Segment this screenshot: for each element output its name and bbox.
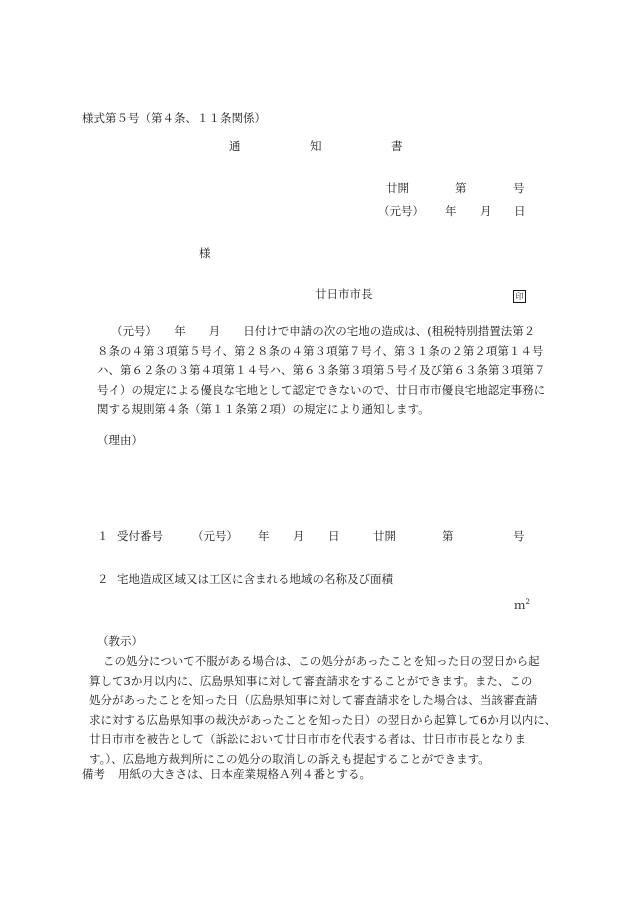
notice-line: この処分について不服がある場合は、この処分があったことを知った日の翌日から起 [103, 654, 540, 668]
body-line: （元号） 年 月 日付けで申請の次の宅地の造成は、(租税特別措置法第２ [111, 324, 536, 338]
body-line: 号イ）の規定による優良な宅地として認定できないので、廿日市市優良宅地認定事務に [97, 382, 546, 397]
item1-number: １ [97, 529, 109, 543]
issuer-name: 廿日市市長 [315, 287, 373, 301]
item1-prefix: 廿開 [373, 529, 396, 543]
item1-go: 号 [513, 529, 525, 543]
area-unit-superscript: 2 [525, 598, 530, 606]
doc-date-year: 年 [445, 204, 457, 218]
body-line: 関する規則第４条（第１１条第２項）の規定により通知します。 [97, 402, 430, 416]
reason-label: （理由） [97, 433, 143, 447]
item1-day: 日 [328, 529, 340, 543]
item1-label: 受付番号 [117, 529, 163, 543]
notice-paragraph [89, 652, 556, 769]
item1-year: 年 [258, 529, 270, 543]
seal-mark: 印 [513, 290, 526, 303]
title-char-1: 通 [229, 139, 241, 153]
doc-date-era: （元号） [378, 204, 424, 218]
form-label: 様式第５号（第４条、１１条関係） [82, 111, 266, 125]
body-line: ８条の４第３項第５号イ、第２８条の４第３項第７号イ、第３１条の２第２項第１４号 [97, 343, 544, 358]
notice-line: す。）、広島地方裁判所にこの処分の取消しの訴えも提起することができます。 [89, 751, 490, 766]
doc-number-dai: 第 [455, 181, 467, 195]
item1-month: 月 [293, 529, 305, 543]
doc-number-go: 号 [513, 181, 525, 195]
item2-label: 宅地造成区域又は工区に含まれる地域の名称及び面積 [117, 572, 393, 586]
notice-line: 求に対する広島県知事の裁決があったことを知った日）の翌日から起算して6か月以内に、 [89, 712, 557, 727]
doc-date-day: 日 [514, 204, 526, 218]
notice-line: 算して3か月以内に、広島県知事に対して審査請求をすることができます。また、この [89, 673, 533, 688]
doc-number-prefix: 廿開 [386, 181, 409, 195]
remarks-text: 用紙の大きさは、日本産業規格Ａ列４番とする。 [118, 767, 371, 781]
item2-number: ２ [97, 572, 109, 586]
notice-label: （教示） [97, 634, 143, 648]
notice-line: 廿日市市を被告として（訴訟において廿日市市を代表する者は、廿日市市長となりま [89, 732, 526, 746]
item1-era: （元号） [192, 529, 238, 543]
addressee-sama: 様 [199, 246, 211, 260]
area-unit [514, 595, 530, 612]
body-paragraph [97, 322, 546, 420]
title-char-3: 書 [391, 139, 403, 153]
notice-line: 処分があったことを知った日（広島県知事に対して審査請求をした場合は、当該審査請 [89, 693, 538, 707]
body-line: ハ、第６２条の３第４項第１４号ハ、第６３条第３項第５号イ及び第６３条第３項第７ [97, 363, 546, 377]
item1-dai: 第 [442, 529, 454, 543]
remarks-label: 備考 [82, 767, 105, 781]
doc-date-month: 月 [480, 204, 492, 218]
area-unit-base: ｍ [514, 597, 526, 612]
title-char-2: 知 [310, 139, 322, 153]
